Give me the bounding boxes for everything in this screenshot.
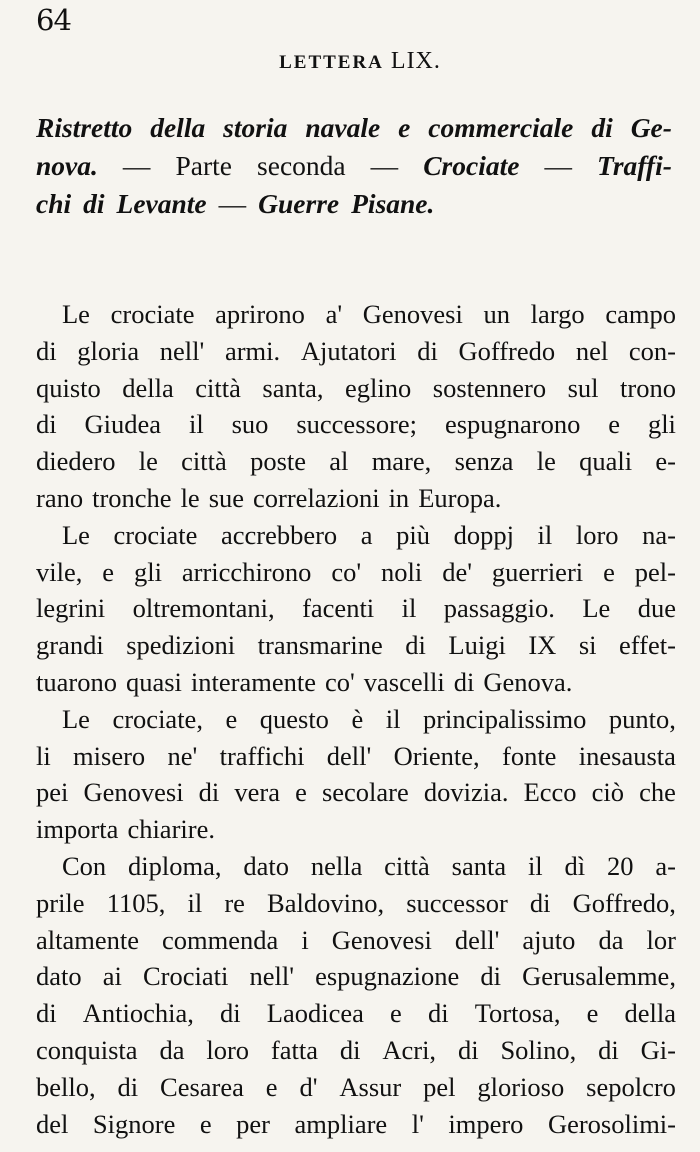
word: Solino, [500,1034,577,1065]
word: tuarono [36,666,117,697]
word: re [224,887,245,918]
heading-word: Pisane. [351,188,435,219]
word: diedero [36,446,116,477]
heading-word: seconda [257,150,346,181]
word: Crociati [142,961,229,992]
text-line [36,406,676,443]
word: di [480,961,502,992]
word: nella [310,850,363,881]
word: le [536,446,556,477]
paragraph [36,296,676,517]
body-text [36,296,676,1142]
word: e [390,998,402,1029]
word: da [598,924,624,955]
word: doppj [453,519,514,550]
text-line [36,554,676,591]
word: di [457,1034,479,1065]
word: Assur [339,1071,402,1102]
word: santa [451,850,507,881]
text-line [36,922,676,959]
word: Goffredo, [572,887,676,918]
word: rano [36,482,84,513]
word: senza [454,446,514,477]
letter-summary-heading [36,109,672,223]
text-line [36,1106,676,1143]
text-line [36,1069,676,1106]
word: impero [448,1108,524,1139]
word: le [138,446,158,477]
heading-word: Parte [175,150,232,181]
word: traffichi [219,740,305,771]
word: dell' [326,740,372,771]
heading-word: nova. [36,150,98,181]
text-line [36,811,676,848]
word: l' [411,1108,424,1139]
word: punto, [608,703,676,734]
word: guerrieri [491,556,584,587]
word: gli [647,409,676,440]
paragraph [36,701,676,848]
word: è [351,703,364,734]
word: successore; [296,409,418,440]
word: nell' [159,335,205,366]
word: Signore [92,1108,176,1139]
word: poste [250,446,306,477]
word: della [122,372,174,403]
word: e [295,777,307,808]
word: di [36,335,57,366]
word: transmarine [257,630,383,661]
word: Giudea [84,409,162,440]
text-line [36,517,676,554]
heading-word: — [544,150,572,181]
word: Luigi [448,630,506,661]
heading-line [36,109,672,147]
word: che [639,777,676,808]
word: Laodicea [266,998,364,1029]
word: inesausta [578,740,676,771]
heading-word: Guerre [258,188,340,219]
text-line [36,848,676,885]
word: Le [62,299,90,329]
page-number: 64 [36,3,71,37]
word: noli [381,556,423,587]
word: Gerusalemme, [522,961,676,992]
word: spedizioni [126,630,236,661]
word: trono [620,372,676,403]
heading-word: — [122,150,151,181]
word: oltremontani, [132,593,275,624]
heading-word: — [370,150,399,181]
word: glorioso [477,1071,565,1102]
word: il [537,519,553,550]
word: le [180,482,200,513]
text-line [36,958,676,995]
word: armi. [224,335,281,366]
word: gloria [77,335,140,366]
word: e [225,703,238,734]
word: interamente [190,666,316,697]
paragraph [36,848,676,1142]
word: dato [243,850,289,881]
heading-word: — [218,188,247,219]
word: due [637,593,676,624]
word: Ajutatori [300,335,397,366]
word: con- [628,335,676,366]
word: IX [528,630,557,661]
word: principalissimo [422,703,587,734]
word: e [102,556,115,587]
word: arricchirono [181,556,312,587]
word: effet- [619,630,676,661]
word: Le [582,593,611,624]
word: commenda [162,924,279,955]
word: della [624,998,676,1029]
word: di [36,998,57,1029]
heading-word: e [398,112,411,143]
text-line [36,590,676,627]
word: na- [642,519,676,550]
word: crociate [110,299,195,329]
word: 20 [606,850,634,881]
word: pel [423,1071,456,1102]
heading-word: chi [36,188,72,219]
heading-word: navale [305,112,381,143]
heading-word: storia [223,112,288,143]
word: Le [62,703,90,734]
word: espugnazione [315,961,460,992]
word: crociate, [112,703,203,734]
word: questo [259,703,329,734]
word: si [578,630,597,661]
word: accrebbero [220,519,338,550]
text-line [36,885,676,922]
word: prile [36,887,85,918]
text-line [36,480,676,517]
word: in [388,482,410,513]
text-line [36,333,676,370]
word: bello, [36,1071,96,1102]
word: diploma, [128,850,222,881]
heading-line [36,185,672,223]
text-line [36,370,676,407]
heading-word: Traffi- [597,150,672,181]
word: Baldovino, [267,887,385,918]
word: d' [299,1071,318,1102]
word: Gerosolimi- [547,1108,676,1139]
heading-word: Ristretto [36,112,133,143]
word: Goffredo [458,335,556,366]
word: Antiochia, [82,998,194,1029]
word: Oriente, [393,740,480,771]
running-head [0,44,700,80]
word: a- [655,850,676,881]
word: secolare [321,777,409,808]
word: grandi [36,630,104,661]
word: di [529,887,551,918]
word: il [527,850,543,881]
word: e [608,409,621,440]
word: pei [36,777,69,808]
word: successor [406,887,508,918]
word: santa, [262,372,324,403]
word: a' [325,299,343,329]
word: fonte [502,740,557,771]
word: sostennero [432,372,547,403]
word: e [603,556,615,587]
word: più [396,519,430,550]
word: espugnarono [444,409,581,440]
word: città [195,372,241,403]
word: de' [442,556,472,587]
text-line [36,627,676,664]
word: Acri, [382,1034,437,1065]
paragraph [36,517,676,701]
word: i [301,924,309,955]
word: Con [62,850,107,881]
word: ai [102,961,122,992]
heading-word: Levante [116,188,207,219]
word: per [236,1108,270,1139]
text-line [36,995,676,1032]
word: sepolcro [586,1071,676,1102]
word: vascelli [363,666,445,697]
word: loro [206,1034,250,1065]
heading-word: di [591,112,613,143]
heading-word: Crociate [423,150,520,181]
word: di [220,998,241,1029]
word: Ecco [523,777,577,808]
word: Genovesi [362,299,463,329]
word: e [199,1108,212,1139]
word: altamente [36,924,139,955]
word: a [360,519,373,550]
text-line [36,443,676,480]
text-line [36,296,676,333]
word: sul [567,372,599,403]
word: di [427,998,449,1029]
word: e- [655,446,676,477]
heading-line [36,147,672,185]
word: crociate [113,519,198,550]
word: co' [324,666,355,697]
word: chiarire. [127,814,215,845]
word: campo [605,299,676,329]
word: quali [579,446,633,477]
word: loro [575,519,619,550]
word: nell' [249,961,294,992]
word: quasi [125,666,182,697]
word: sue [208,482,245,513]
heading-word: Ge- [630,112,672,143]
word: tronche [92,482,172,513]
word: pel- [634,556,676,587]
word: nel [575,335,609,366]
heading-word: commerciale [428,112,574,143]
word: Genovesi [331,924,432,955]
word: lor [646,924,676,955]
word: Cesarea [160,1071,244,1102]
word: Europa. [418,482,502,513]
word: ampliare [294,1108,388,1139]
word: vera [234,777,280,808]
word: da [159,1034,185,1065]
word: del [36,1108,69,1139]
word: importa [36,814,119,845]
word: ne' [167,740,198,771]
running-head-numeral: LIX. [390,48,441,74]
word: dovizia. [423,777,509,808]
word: conquista [36,1034,138,1065]
word: di [405,630,426,661]
word: misero [73,740,146,771]
text-line [36,664,676,701]
word: largo [530,299,585,329]
word: di [198,777,220,808]
word: il [385,703,401,734]
word: aprirono [215,299,305,329]
word: legrini [36,593,106,624]
word: correlazioni [253,482,380,513]
word: dell' [454,924,500,955]
heading-word: di [83,188,105,219]
word: di [417,335,438,366]
word: Le [62,519,90,550]
word: fatta [270,1034,318,1065]
word: di [339,1034,361,1065]
word: Genovesi [83,777,184,808]
word: Gi- [640,1034,676,1065]
word: il [188,409,204,440]
word: ciò [591,777,624,808]
word: mare, [371,446,432,477]
word: li [36,740,51,771]
word: ajuto [522,924,576,955]
word: di [453,666,475,697]
word: gli [133,556,162,587]
text-line [36,774,676,811]
word: il [401,593,417,624]
text-line [36,701,676,738]
word: co' [331,556,362,587]
word: eglino [345,372,412,403]
word: di [36,409,57,440]
word: un [483,299,511,329]
word: il [187,887,203,918]
word: Genova. [483,666,573,697]
word: città [181,446,227,477]
word: di [598,1034,619,1065]
word: Tortosa, [474,998,561,1029]
word: dato [36,961,82,992]
text-line [36,1032,676,1069]
word: dì [564,850,586,881]
word: suo [231,409,269,440]
text-line [36,738,676,775]
word: di [117,1071,139,1102]
word: passaggio. [443,593,555,624]
word: e [586,998,599,1029]
word: 1105, [106,887,166,918]
word: vile, [36,556,83,587]
word: al [329,446,349,477]
running-head-label: LETTERA [279,52,384,73]
word: città [384,850,430,881]
word: quisto [36,372,101,403]
heading-word: della [150,112,206,143]
word: e [265,1071,278,1102]
word: facenti [302,593,375,624]
